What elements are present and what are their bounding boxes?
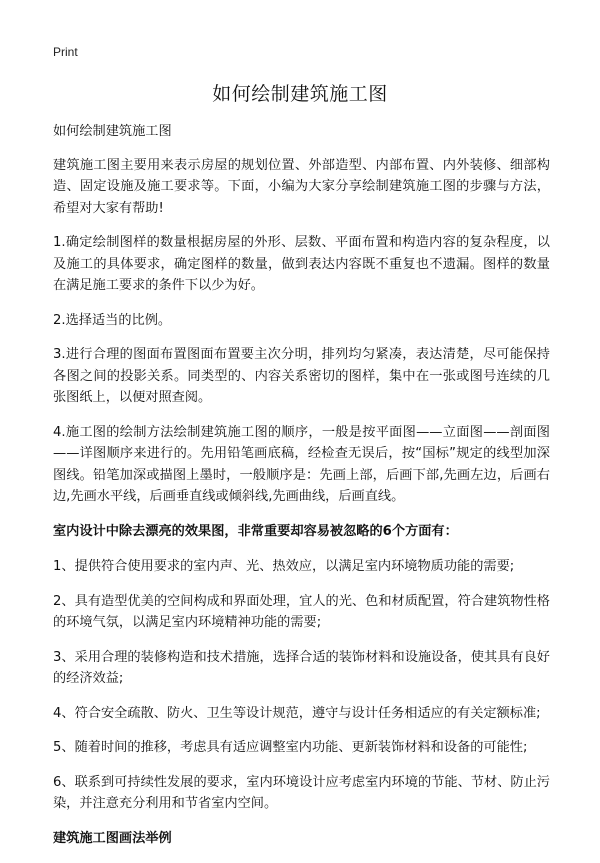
print-label: Print: [53, 45, 78, 59]
step-paragraph: 1.确定绘制图样的数量根据房屋的外形、层数、平面布置和构造内容的复杂程度，以及施工的具体要求，确定图样的数量，做到表达内容既不重复也不遗漏。图样的数量在满足施工要求的条件下以少为好。: [53, 235, 550, 293]
aspect-paragraph: 2、具有造型优美的空间构成和界面处理，宜人的光、色和材质配置，符合建筑物性格的环境气氛，以满足室内环境精神功能的需要;: [53, 593, 550, 630]
step-paragraph: 3.进行合理的图面布置图面布置要主次分明，排列均匀紧凑，表达清楚，尽可能保持各图之间的投影关系。同类型的、内容关系密切的图样，集中在一张或图号连续的几张图纸上，以便对照查阅。: [53, 347, 550, 405]
intro-paragraph: 建筑施工图主要用来表示房屋的规划位置、外部造型、内部布置、内外装修、细部构造、固定设施及施工要求等。下面，小编为大家分享绘制建筑施工图的步骤与方法，希望对大家有帮助!: [53, 157, 550, 216]
section-heading-drawing-examples: 建筑施工图画法举例: [53, 830, 172, 846]
aspect-paragraph: 4、符合安全疏散、防火、卫生等设计规范，遵守与设计任务相适应的有关定额标准;: [53, 705, 541, 721]
subtitle: 如何绘制建筑施工图: [53, 124, 172, 139]
aspect-paragraph: 3、采用合理的装修构造和技术措施，选择合适的装饰材料和设施设备，使其具有良好的经济效益;: [53, 649, 550, 686]
section-heading-interior-design: 室内设计中除去漂亮的效果图，非常重要却容易被忽略的6个方面有：: [53, 523, 458, 539]
page-title: 如何绘制建筑施工图: [212, 83, 388, 105]
step-paragraph: 2.选择适当的比例。: [53, 312, 172, 328]
aspect-paragraph: 5、随着时间的推移，考虑具有适应调整室内功能、更新装饰材料和设备的可能性;: [53, 740, 528, 755]
document-body: [53, 121, 550, 863]
aspect-paragraph: 1、提供符合使用要求的室内声、光、热效应，以满足室内环境物质功能的需要;: [53, 559, 515, 574]
step-paragraph: 4.施工图的绘制方法绘制建筑施工图的顺序，一般是按平面图——立面图——剖面图——详图顺序来进行的。先用铅笔画底稿，经检查无误后，按“国标”规定的线型加深图线。铅笔加深或描图上墨时，一般顺序是：先画上部，后画下部,先画左边，后画右边,先画水平线，后画垂直线或倾斜线,先画曲线，后画直线。: [53, 424, 550, 504]
aspect-paragraph: 6、联系到可持续性发展的要求，室内环境设计应考虑室内环境的节能、节材、防止污染，并注意充分利用和节省室内空间。: [53, 774, 550, 811]
